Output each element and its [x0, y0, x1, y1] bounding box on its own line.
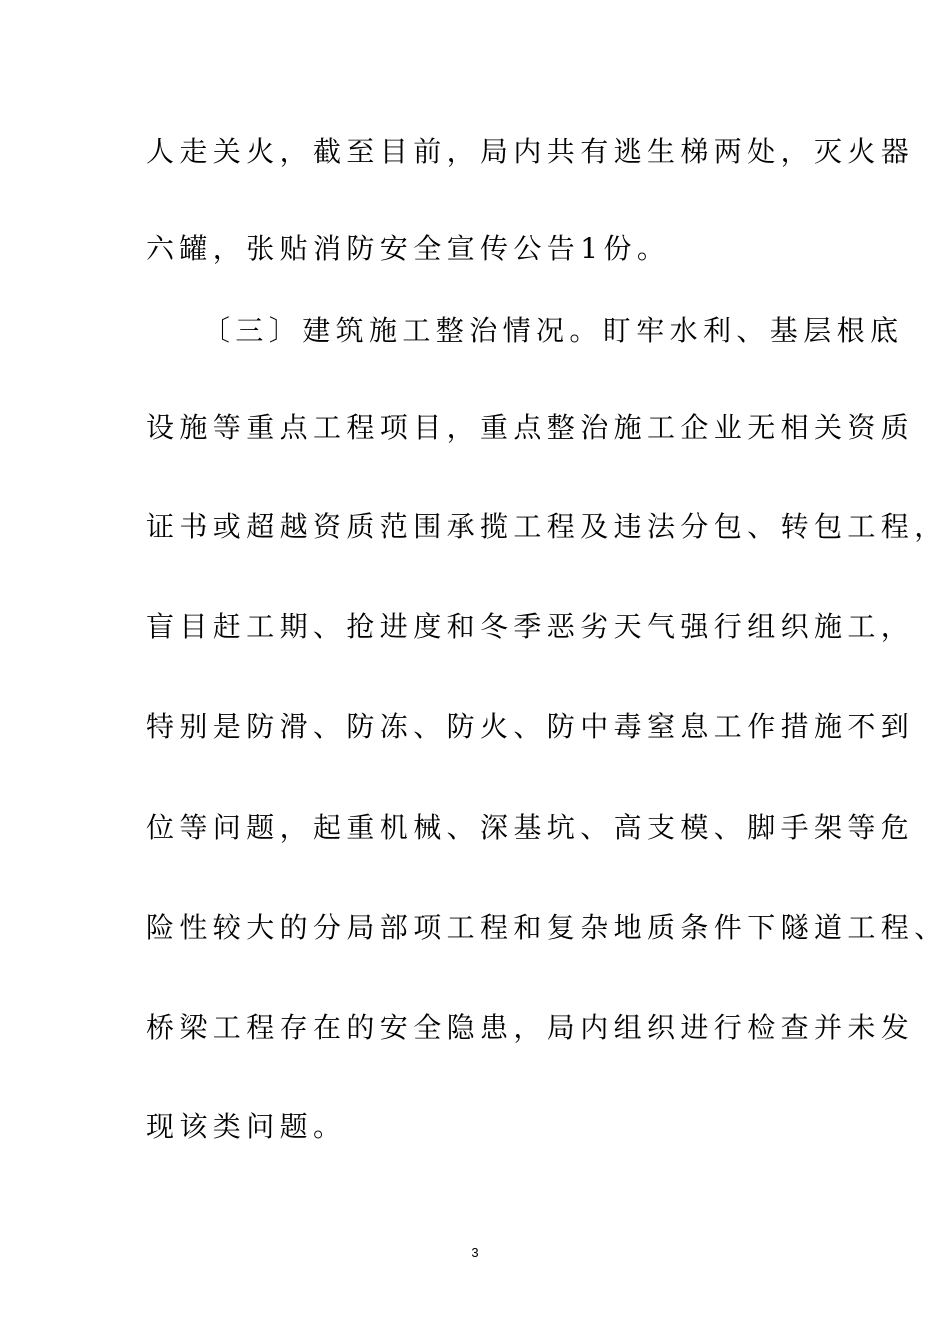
- section-heading-line: 〔三〕建筑施工整治情况。盯牢水利、基层根底: [202, 314, 904, 347]
- body-text-line: 险性较大的分局部项工程和复杂地质条件下隧道工程、: [146, 911, 948, 944]
- body-text-line: 特别是防滑、防冻、防火、防中毒窒息工作措施不到: [146, 710, 915, 743]
- body-text-line: 桥梁工程存在的安全隐患，局内组织进行检查并未发: [146, 1011, 915, 1044]
- body-text-line: 位等问题，起重机械、深基坑、高支模、脚手架等危: [146, 811, 915, 844]
- body-text-line: 人走关火，截至目前，局内共有逃生梯两处，灭火器: [146, 135, 915, 168]
- body-text-line: 盲目赶工期、抢进度和冬季恶劣天气强行组织施工，: [146, 610, 915, 643]
- page-number: 3: [471, 1245, 479, 1260]
- body-text-line: 现该类问题。: [146, 1110, 347, 1143]
- body-text-line: 证书或超越资质范围承揽工程及违法分包、转包工程，: [146, 510, 948, 543]
- body-text-line: 设施等重点工程项目，重点整治施工企业无相关资质: [146, 411, 915, 444]
- body-text-line: 六罐，张贴消防安全宣传公告1份。: [146, 232, 671, 265]
